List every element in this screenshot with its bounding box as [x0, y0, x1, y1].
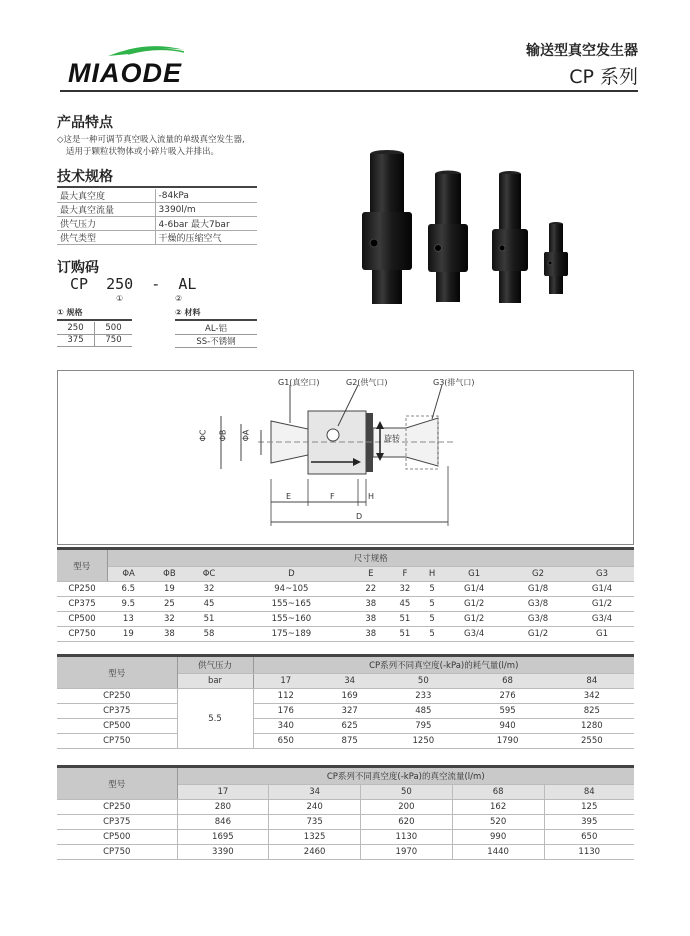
table1-col: G2	[506, 567, 570, 582]
label-phi-a: ΦA	[241, 429, 251, 442]
header-divider	[60, 90, 638, 92]
table1-col: G1	[442, 567, 506, 582]
product-cp375	[492, 171, 528, 303]
spec-value: 4-6bar 最大7bar	[155, 217, 257, 231]
table-row: CP250 6.5 19 32 94~105 22 32 5 G1/4 G1/8 G1/4	[57, 582, 634, 597]
table2-col: 68	[465, 674, 549, 689]
table-row: CP750 3390 2460 1970 1440 1130	[57, 845, 634, 860]
table1-col: E	[354, 567, 388, 582]
table1-col: F	[388, 567, 422, 582]
spec-row	[57, 189, 257, 203]
table3-group-header: CP系列不同真空度(-kPa)的真空流量(l/m)	[177, 767, 634, 785]
header-series: CP 系列	[569, 66, 638, 88]
table1-col: G3	[570, 567, 634, 582]
features-heading: 产品特点	[57, 115, 113, 131]
order-code: CP 250 - AL	[70, 275, 197, 293]
table2-pressure-unit: bar	[177, 674, 253, 689]
material-options-table	[175, 322, 257, 348]
air-consumption-table	[57, 654, 634, 749]
dimension-diagram	[57, 370, 634, 545]
size-option: 250	[57, 322, 95, 334]
features-line-1: ◇这是一种可调节真空吸入流量的单级真空发生器,	[57, 135, 245, 145]
label-phi-c: ΦC	[198, 429, 208, 442]
material-option: SS-不锈钢	[175, 335, 257, 348]
table1-col: ΦA	[107, 567, 150, 582]
spec-value: 干燥的压缩空气	[155, 231, 257, 245]
table-row: CP500 340 625 795 940 1280	[57, 719, 634, 734]
option-material-title: ② 材料	[175, 308, 201, 317]
size-option: 500	[95, 322, 133, 334]
product-cp750	[362, 150, 412, 304]
table-row: CP500 13 32 51 155~160 38 51 5 G1/2 G3/8 G3/4	[57, 612, 634, 627]
label-f: F	[330, 492, 335, 501]
option-size-rule	[57, 319, 132, 321]
label-g2: G2(供气口)	[346, 378, 388, 387]
label-rotate: 旋转	[384, 434, 400, 443]
spec-value: 3390l/m	[155, 203, 257, 217]
table-row: CP500 1695 1325 1130 990 650	[57, 830, 634, 845]
table3-col: 50	[361, 785, 453, 800]
spec-key: 供气压力	[57, 217, 155, 231]
table-row: CP750 650 875 1250 1790 2550	[57, 734, 634, 749]
features-line-2: 适用于颗粒状物体或小碎片吸入并排出。	[66, 147, 220, 157]
table-row: CP750 19 38 58 175~189 38 51 5 G3/4 G1/2 G1	[57, 627, 634, 642]
table3-col: 84	[544, 785, 634, 800]
table3-model-header: 型号	[57, 767, 177, 800]
table1-model-header: 型号	[57, 549, 107, 582]
spec-value: -84kPa	[155, 189, 257, 203]
header-title: 输送型真空发生器	[526, 43, 638, 59]
label-e: E	[286, 492, 292, 501]
table2-col: 84	[550, 674, 634, 689]
label-g1: G1(真空口)	[278, 378, 320, 387]
table2-pressure-header: 供气压力	[177, 656, 253, 674]
table-row: CP250 280 240 200 162 125	[57, 800, 634, 815]
dimension-table	[57, 547, 634, 642]
spec-row	[57, 217, 257, 231]
spec-row	[57, 203, 257, 217]
table-row: CP375 176 327 485 595 825	[57, 704, 634, 719]
table2-pressure-value: 5.5	[177, 689, 253, 749]
table3-col: 17	[177, 785, 269, 800]
table2-col: 50	[381, 674, 465, 689]
order-heading: 订购码	[57, 260, 99, 276]
label-g3: G3(排气口)	[433, 378, 475, 387]
size-options-table	[57, 322, 132, 347]
brand-logo-text: MIAODE	[68, 58, 182, 88]
specs-heading: 技术规格	[57, 169, 113, 185]
order-mark-2: ②	[175, 294, 183, 303]
label-phi-b: ΦB	[218, 429, 228, 442]
table2-group-header: CP系列不同真空度(-kPa)的耗气量(l/m)	[253, 656, 634, 674]
label-d: D	[356, 512, 363, 521]
option-material-rule	[175, 319, 257, 321]
product-photo	[350, 140, 590, 310]
table3-col: 34	[269, 785, 361, 800]
size-option: 375	[57, 334, 95, 346]
vacuum-flow-table	[57, 765, 634, 860]
table2-col: 34	[318, 674, 381, 689]
option-size-title: ① 规格	[57, 308, 83, 317]
table1-col: D	[229, 567, 354, 582]
spec-key: 最大真空度	[57, 189, 155, 203]
specs-rule	[57, 186, 257, 188]
spec-row	[57, 231, 257, 245]
product-cp250	[544, 222, 568, 294]
diagram-drawing	[58, 371, 635, 546]
table1-col: H	[422, 567, 442, 582]
table-row: CP250 5.5 112 169 233 276 342	[57, 689, 634, 704]
table1-group-header: 尺寸规格	[107, 549, 634, 567]
table2-col: 17	[253, 674, 318, 689]
table3-col: 68	[452, 785, 544, 800]
table-row: CP375 9.5 25 45 155~165 38 45 5 G1/2 G3/8 G1/2	[57, 597, 634, 612]
table1-col: ΦB	[150, 567, 190, 582]
label-h: H	[368, 492, 375, 501]
table2-model-header: 型号	[57, 656, 177, 689]
spec-key: 供气类型	[57, 231, 155, 245]
size-option: 750	[95, 334, 133, 346]
table1-col: ΦC	[189, 567, 229, 582]
order-mark-1: ①	[116, 294, 124, 303]
product-cp500	[428, 171, 468, 303]
material-option: AL-铝	[175, 322, 257, 335]
specs-table	[57, 189, 257, 245]
spec-key: 最大真空流量	[57, 203, 155, 217]
table-row: CP375 846 735 620 520 395	[57, 815, 634, 830]
